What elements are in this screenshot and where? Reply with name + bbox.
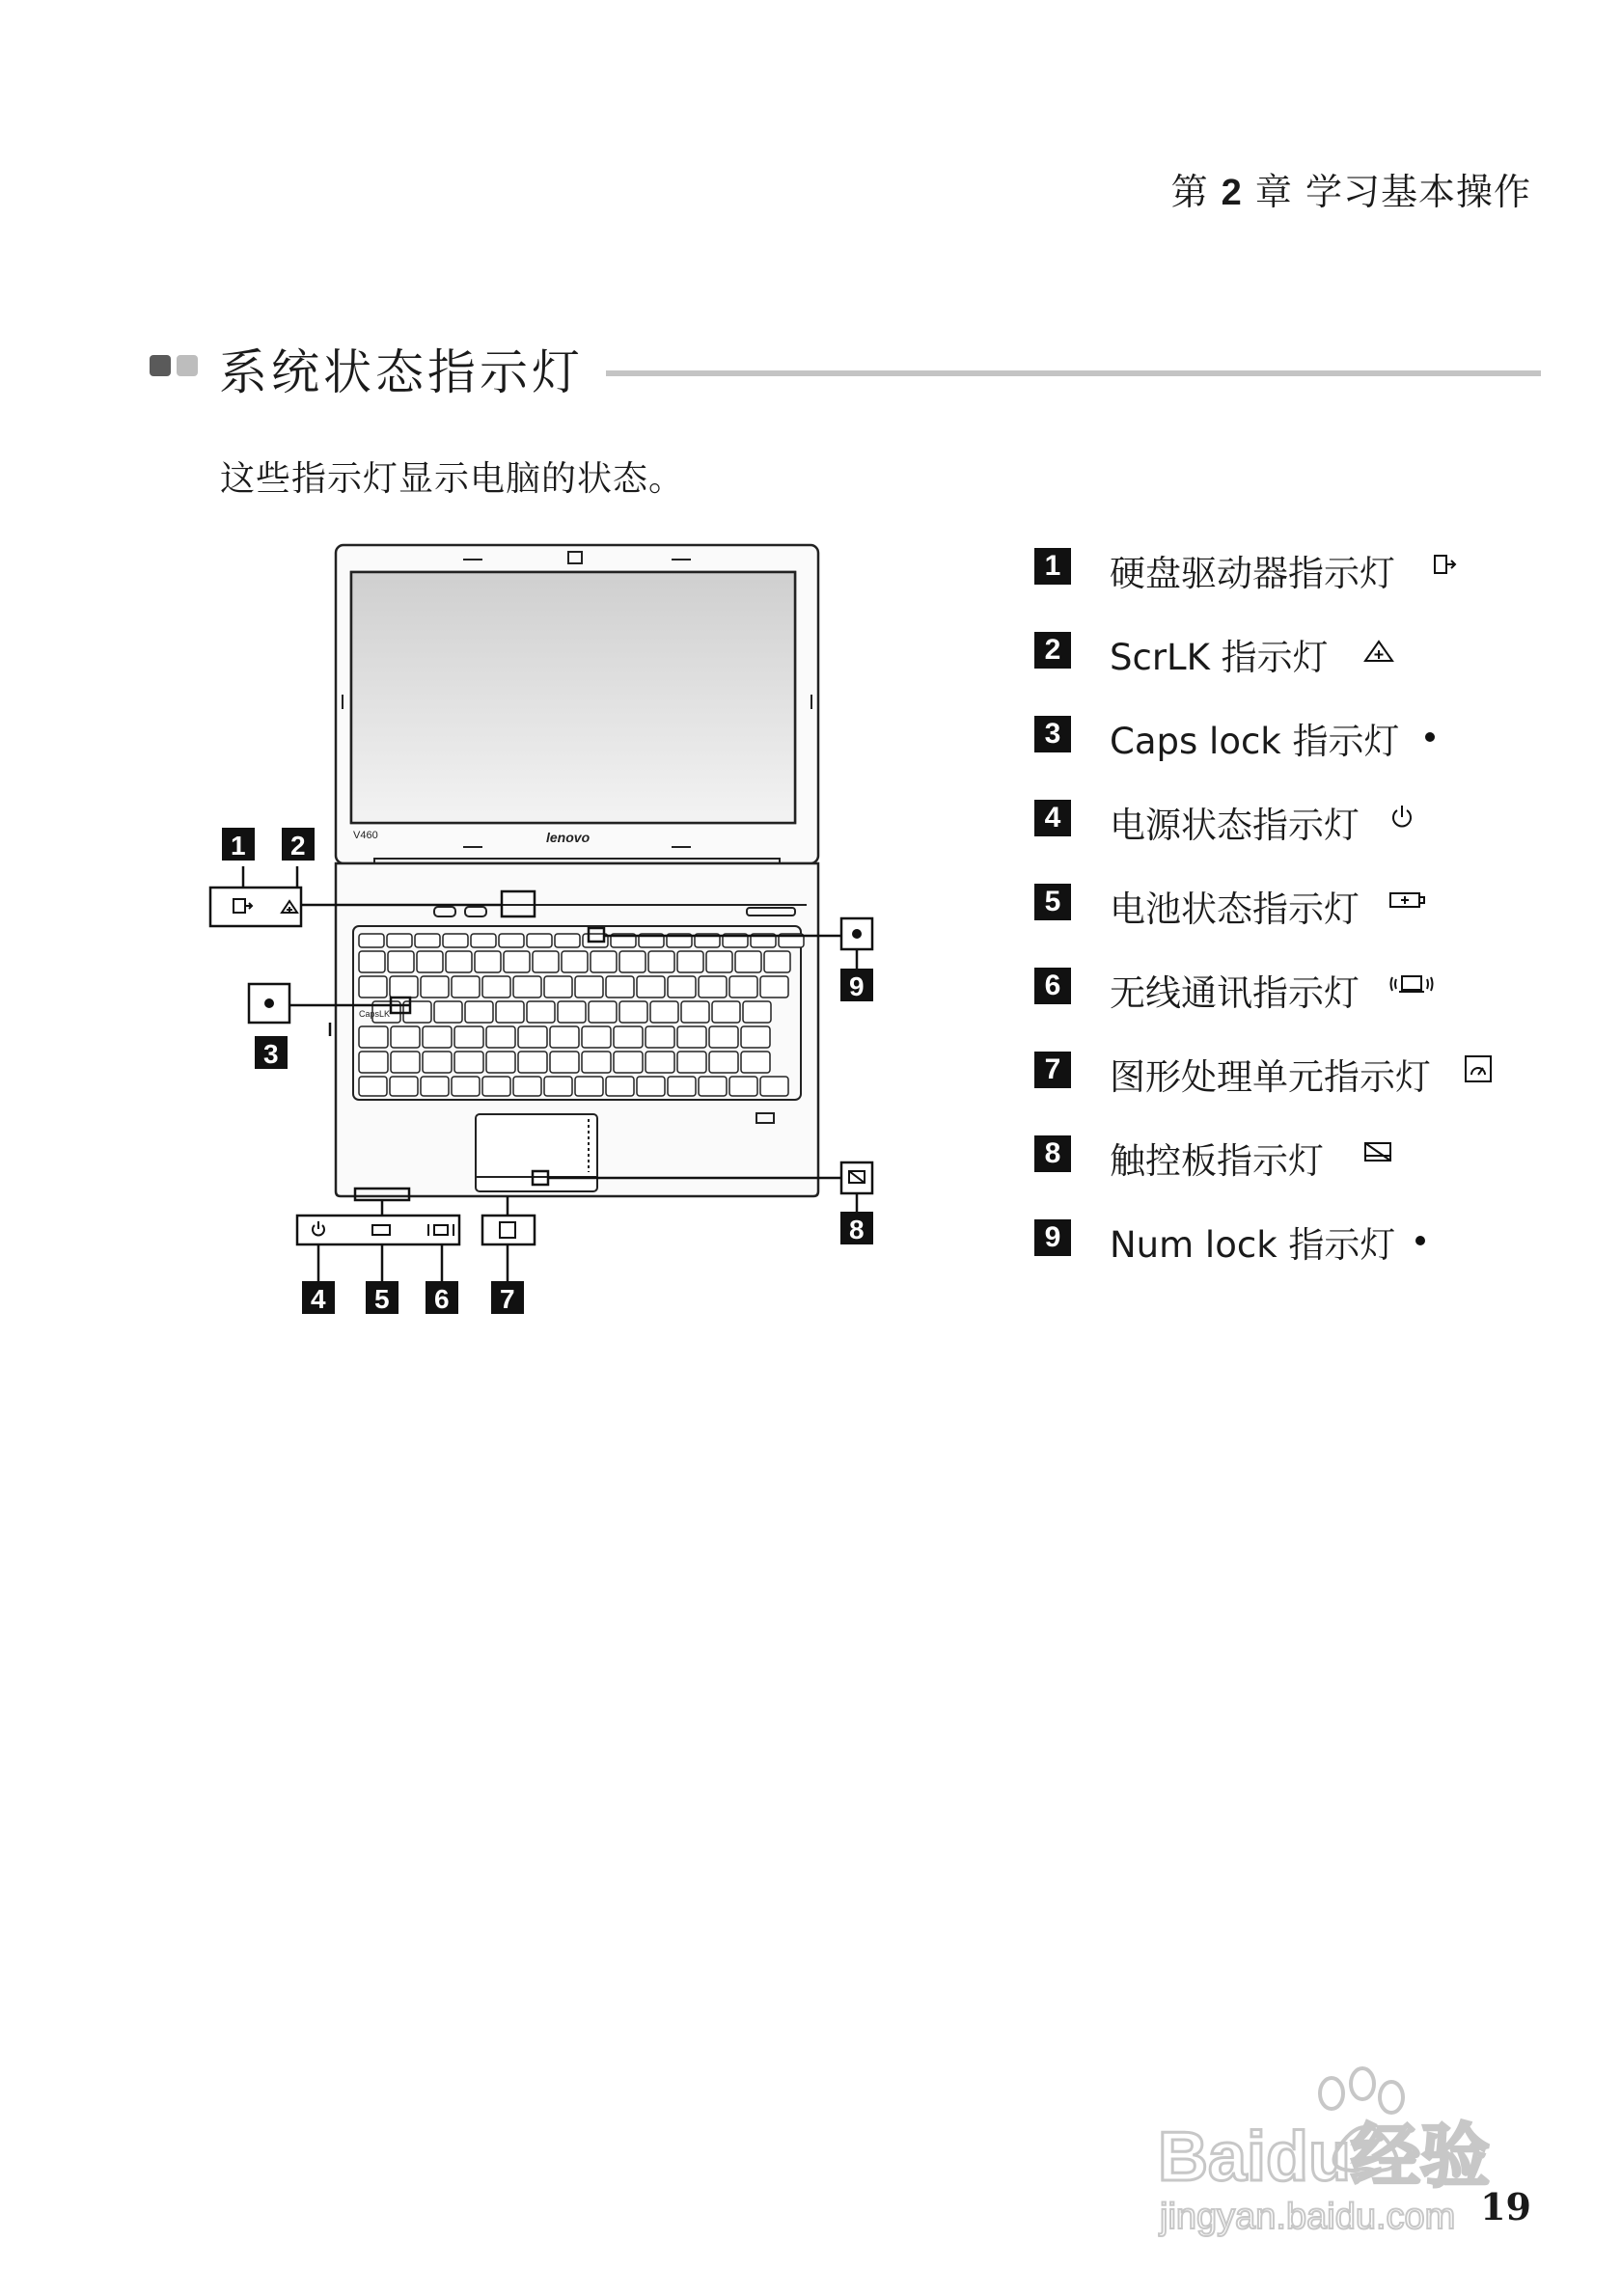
- callout-5: 5: [374, 1284, 390, 1314]
- keyboard-key: [417, 951, 443, 972]
- keyboard-key: [614, 1052, 643, 1073]
- keyboard-key: [648, 951, 674, 972]
- indicator-number: 4: [1034, 800, 1071, 836]
- keyboard-key: [421, 1077, 449, 1096]
- indicator-label: 图形处理单元指示灯: [1110, 1056, 1431, 1098]
- gpu-icon: [1463, 1053, 1494, 1084]
- keyboard-key: [706, 951, 732, 972]
- indicator-label: 电源状态指示灯: [1110, 805, 1360, 846]
- indicator-label: 无线通讯指示灯: [1110, 972, 1360, 1014]
- keyboard-key: [527, 1001, 555, 1023]
- keyboard-key: [423, 1026, 452, 1048]
- watermark-brand: Baidu经验: [1158, 2118, 1491, 2196]
- indicator-number: 6: [1034, 968, 1071, 1004]
- keyboard-key: [446, 951, 472, 972]
- chapter-title: 章 学习基本操作: [1254, 171, 1531, 213]
- indicator-number: 9: [1034, 1219, 1071, 1256]
- capslock-key-label: CapsLK: [359, 1009, 391, 1019]
- indicator-number: 7: [1034, 1052, 1071, 1088]
- keyboard-key: [646, 1052, 674, 1073]
- keyboard-key: [533, 951, 559, 972]
- keyboard-key: [527, 934, 552, 947]
- keyboard-key: [518, 1026, 547, 1048]
- keyboard-key: [575, 976, 603, 998]
- indicator-label: 触控板指示灯: [1110, 1140, 1324, 1182]
- keyboard-key: [486, 1026, 515, 1048]
- keyboard-key: [709, 1026, 738, 1048]
- wireless-icon: [428, 1224, 453, 1236]
- keyboard-key: [482, 976, 510, 998]
- keyboard-key: [504, 951, 530, 972]
- touchpad-icon: [1362, 1137, 1395, 1166]
- keyboard-key: [387, 934, 412, 947]
- watermark-url: jingyan.baidu.com: [1160, 2197, 1456, 2237]
- battery-icon: [372, 1225, 390, 1235]
- keyboard-key: [555, 934, 580, 947]
- keyboard-key: [391, 1052, 420, 1073]
- keyboard-key: [359, 976, 387, 998]
- keyboard-key: [421, 976, 449, 998]
- keyboard-key: [496, 1001, 524, 1023]
- indicator-label: 硬盘驱动器指示灯: [1110, 553, 1395, 594]
- section-rule: [606, 370, 1541, 376]
- keyboard-key: [499, 934, 524, 947]
- keyboard-key: [637, 976, 665, 998]
- keyboard-key: [699, 1077, 727, 1096]
- section-header: [150, 338, 1541, 405]
- keyboard-key: [619, 951, 646, 972]
- scroll-lock-icon: [282, 901, 297, 913]
- callout-7: 7: [500, 1284, 515, 1314]
- keyboard-key: [415, 934, 440, 947]
- keyboard-key: [471, 934, 496, 947]
- keyboard-key: [434, 1001, 462, 1023]
- keyboard-key: [760, 976, 788, 998]
- hard-drive-icon: [234, 899, 252, 913]
- keyboard-key: [359, 951, 385, 972]
- keyboard-key: [606, 1077, 634, 1096]
- laptop-model-label: V460: [353, 830, 378, 841]
- keyboard-key: [359, 1026, 388, 1048]
- keyboard-key: [729, 1077, 757, 1096]
- page-number: 19: [1480, 2185, 1531, 2228]
- keyboard-key: [475, 951, 501, 972]
- indicator-label: 电池状态指示灯: [1110, 888, 1360, 930]
- chapter-prefix: 第: [1170, 171, 1209, 213]
- keyboard-key: [562, 951, 588, 972]
- keyboard-key: [486, 1052, 515, 1073]
- callout-1: 1: [231, 831, 246, 861]
- keyboard-key: [681, 1001, 709, 1023]
- keyboard-key: [390, 976, 418, 998]
- keyboard-key: [614, 1026, 643, 1048]
- power-icon: [1387, 802, 1416, 831]
- keyboard-key: [452, 1077, 480, 1096]
- keyboard-key: [709, 1052, 738, 1073]
- keyboard-key: [591, 951, 617, 972]
- section-title: 系统状态指示灯: [219, 344, 584, 400]
- indicator-number: 3: [1034, 716, 1071, 752]
- keyboard-key: [764, 951, 790, 972]
- keyboard-key: [677, 1026, 706, 1048]
- indicator-label: Caps lock 指示灯: [1110, 721, 1400, 762]
- keyboard-key: [558, 1001, 586, 1023]
- keyboard-key: [388, 951, 414, 972]
- keyboard-key: [359, 1077, 387, 1096]
- callout-6: 6: [434, 1284, 450, 1314]
- keyboard-key: [699, 976, 727, 998]
- keyboard-key: [677, 951, 703, 972]
- keyboard-key: [544, 1077, 572, 1096]
- touchpad-icon: [849, 1171, 865, 1183]
- indicator-label: ScrLK 指示灯: [1110, 637, 1329, 678]
- keyboard-key: [741, 1052, 770, 1073]
- keyboard-key: [513, 1077, 541, 1096]
- chapter-number: 2: [1221, 173, 1243, 213]
- keyboard-key: [650, 1001, 678, 1023]
- indicator-number: 8: [1034, 1135, 1071, 1172]
- indicator-label: Num lock 指示灯: [1110, 1224, 1396, 1266]
- keyboard-key: [712, 1001, 740, 1023]
- dot-icon: [265, 999, 273, 1007]
- keyboard-key: [518, 1052, 547, 1073]
- laptop-brand-label: lenovo: [546, 830, 591, 845]
- keyboard-key: [452, 976, 480, 998]
- keyboard-key: [729, 976, 757, 998]
- keyboard-key: [741, 1026, 770, 1048]
- keyboard-key: [619, 1001, 647, 1023]
- keyboard-key: [582, 1026, 611, 1048]
- gpu-icon: [500, 1222, 515, 1238]
- keyboard-key: [668, 976, 696, 998]
- keyboard-key: [423, 1052, 452, 1073]
- keyboard-key: [668, 1077, 696, 1096]
- battery-icon: [1387, 886, 1428, 915]
- keyboard-key: [550, 1052, 579, 1073]
- keyboard-key: [544, 976, 572, 998]
- section-bullet-light: [177, 355, 198, 376]
- wireless-icon: [1387, 970, 1436, 998]
- keyboard-key: [359, 1052, 388, 1073]
- keyboard-key: [482, 1077, 510, 1096]
- keyboard-key: [443, 934, 468, 947]
- dot-icon: [1411, 1221, 1430, 1250]
- keyboard-key: [582, 1052, 611, 1073]
- keyboard-key: [390, 1077, 418, 1096]
- callout-8: 8: [849, 1215, 865, 1244]
- hard-drive-icon: [1432, 550, 1461, 579]
- keyboard-key: [454, 1052, 483, 1073]
- indicator-number: 1: [1034, 548, 1071, 585]
- indicator-number: 5: [1034, 884, 1071, 920]
- power-icon: [313, 1221, 324, 1235]
- keyboard-key: [743, 1001, 771, 1023]
- callout-3: 3: [263, 1039, 279, 1069]
- keyboard-key: [391, 1026, 420, 1048]
- laptop-diagram: [193, 540, 936, 1341]
- callout-9: 9: [849, 971, 865, 1001]
- keyboard-key: [637, 1077, 665, 1096]
- keyboard-key: [513, 976, 541, 998]
- keyboard-key: [677, 1052, 706, 1073]
- keyboard-key: [454, 1026, 483, 1048]
- keyboard-key: [760, 1077, 788, 1096]
- keyboard-key: [606, 976, 634, 998]
- dot-icon: [853, 930, 861, 938]
- scroll-lock-icon: [1362, 634, 1395, 667]
- keyboard-key: [359, 934, 384, 947]
- callout-4: 4: [311, 1284, 326, 1314]
- intro-text: 这些指示灯显示电脑的状态。: [220, 459, 685, 499]
- keyboard-key: [550, 1026, 579, 1048]
- callout-2: 2: [290, 831, 306, 861]
- keyboard-key: [735, 951, 761, 972]
- section-bullet-dark: [150, 355, 171, 376]
- indicator-number: 2: [1034, 632, 1071, 669]
- chapter-heading: [1171, 162, 1531, 215]
- dot-icon: [1420, 718, 1440, 747]
- keyboard-key: [646, 1026, 674, 1048]
- keyboard-key: [465, 1001, 493, 1023]
- keyboard-key: [575, 1077, 603, 1096]
- laptop-lid: [336, 545, 818, 863]
- touchpad: [476, 1114, 597, 1191]
- keyboard-key: [589, 1001, 617, 1023]
